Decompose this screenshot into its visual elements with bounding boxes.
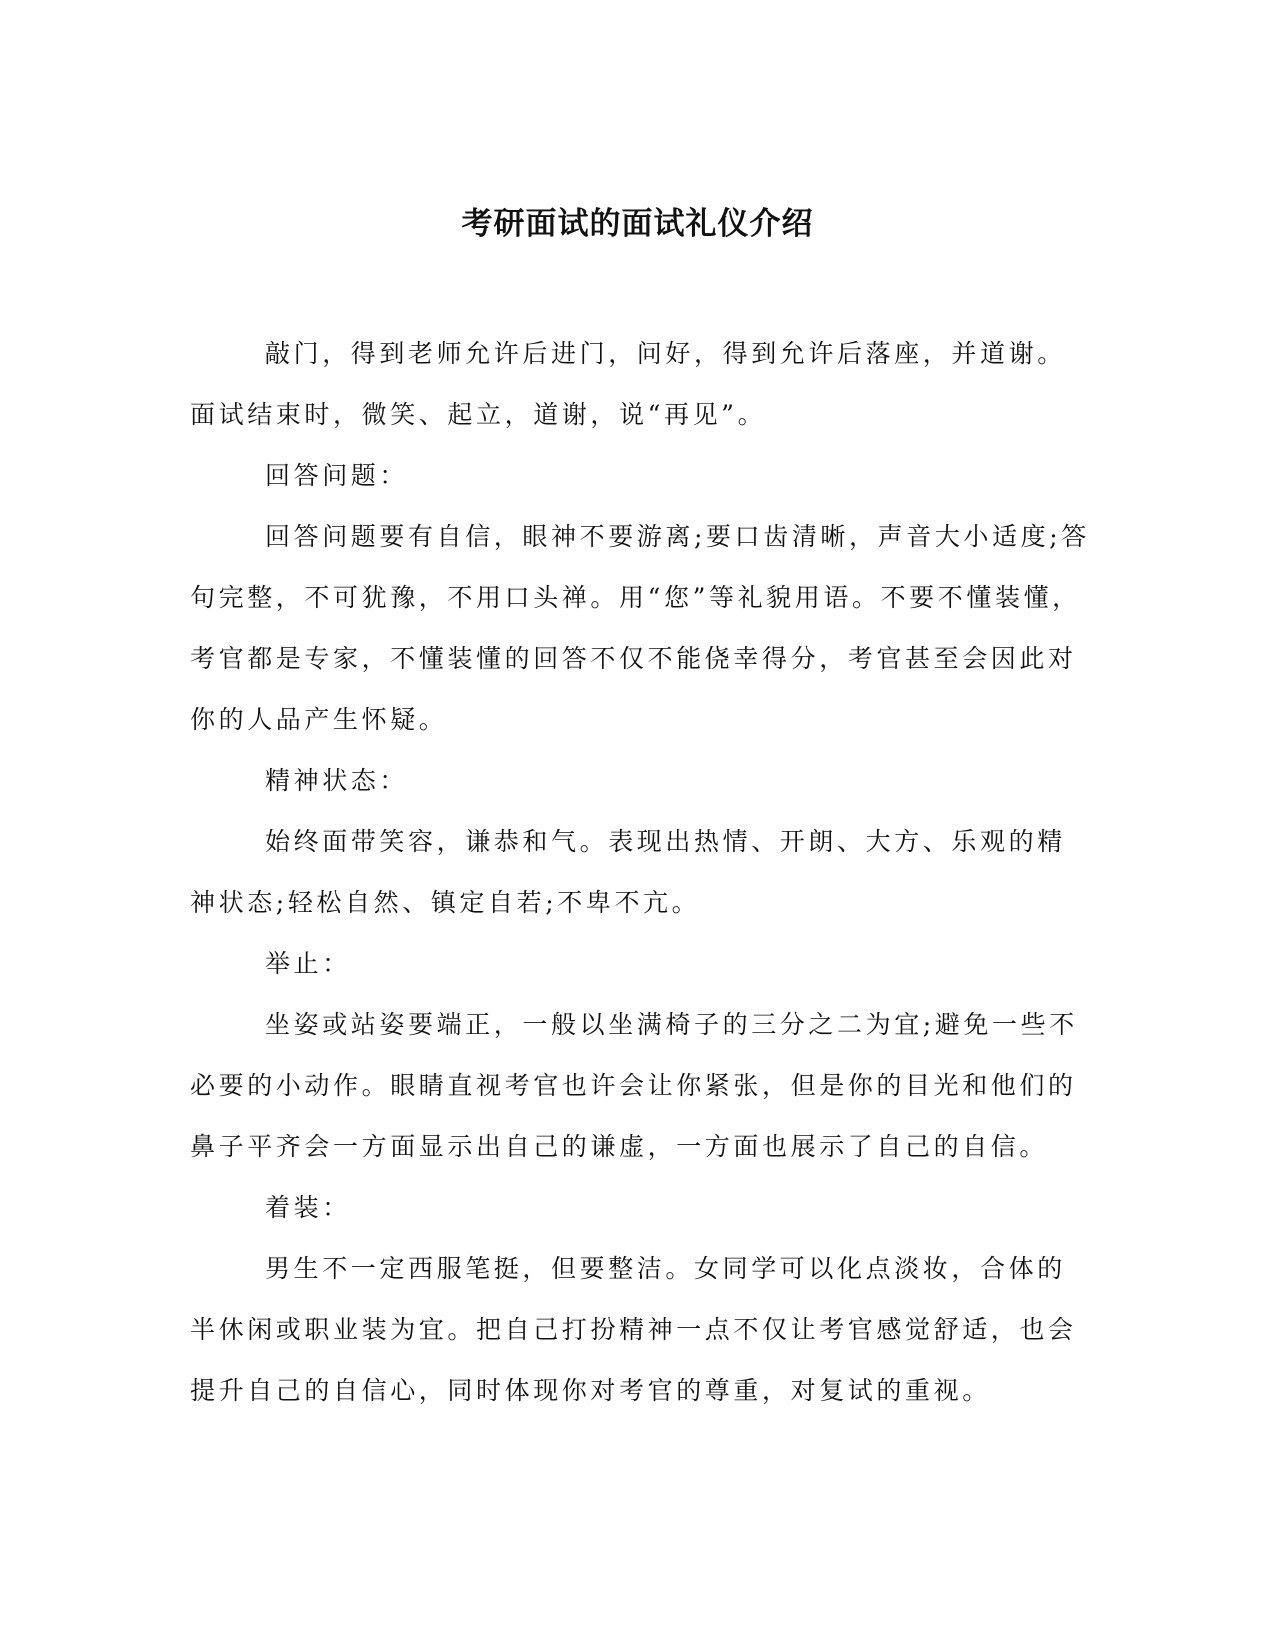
paragraph-attire: 男生不一定西服笔挺，但要整洁。女同学可以化点淡妆，合体的半休闲或职业装为宜。把自己打扮精神一点不仅让考官感觉舒适，也会提升自己的自信心，同时体现你对考官的尊重，对复试的重视。 [190, 1254, 1077, 1405]
heading-mental-state: 精神状态： [265, 766, 409, 795]
paragraph-etiquette-entry: 敲门，得到老师允许后进门，问好，得到允许后落座，并道谢。面试结束时，微笑、起立，道谢，说“再见”。 [190, 339, 1066, 429]
heading-answering-questions: 回答问题： [265, 461, 409, 490]
heading-demeanor: 举止： [265, 949, 351, 978]
paragraph-answering-questions: 回答问题要有自信，眼神不要游离;要口齿清晰，声音大小适度;答句完整，不可犹豫，不用口头禅。用“您”等礼貌用语。不要不懂装懂，考官都是专家，不懂装懂的回答不仅不能侥幸得分，考官甚至会因此对你的人品产生怀疑。 [190, 522, 1090, 734]
heading-attire: 着装： [265, 1193, 351, 1222]
paragraph-demeanor: 坐姿或站姿要端正，一般以坐满椅子的三分之二为宜;避免一些不必要的小动作。眼睛直视考官也许会让你紧张，但是你的目光和他们的鼻子平齐会一方面显示出自己的谦虚，一方面也展示了自己的自信。 [190, 1010, 1078, 1161]
paragraph-mental-state: 始终面带笑容，谦恭和气。表现出热情、开朗、大方、乐观的精神状态;轻松自然、镇定自若;不卑不亢。 [190, 827, 1066, 917]
document-title: 考研面试的面试礼仪介绍 [461, 206, 814, 242]
document-body [190, 323, 1090, 1421]
